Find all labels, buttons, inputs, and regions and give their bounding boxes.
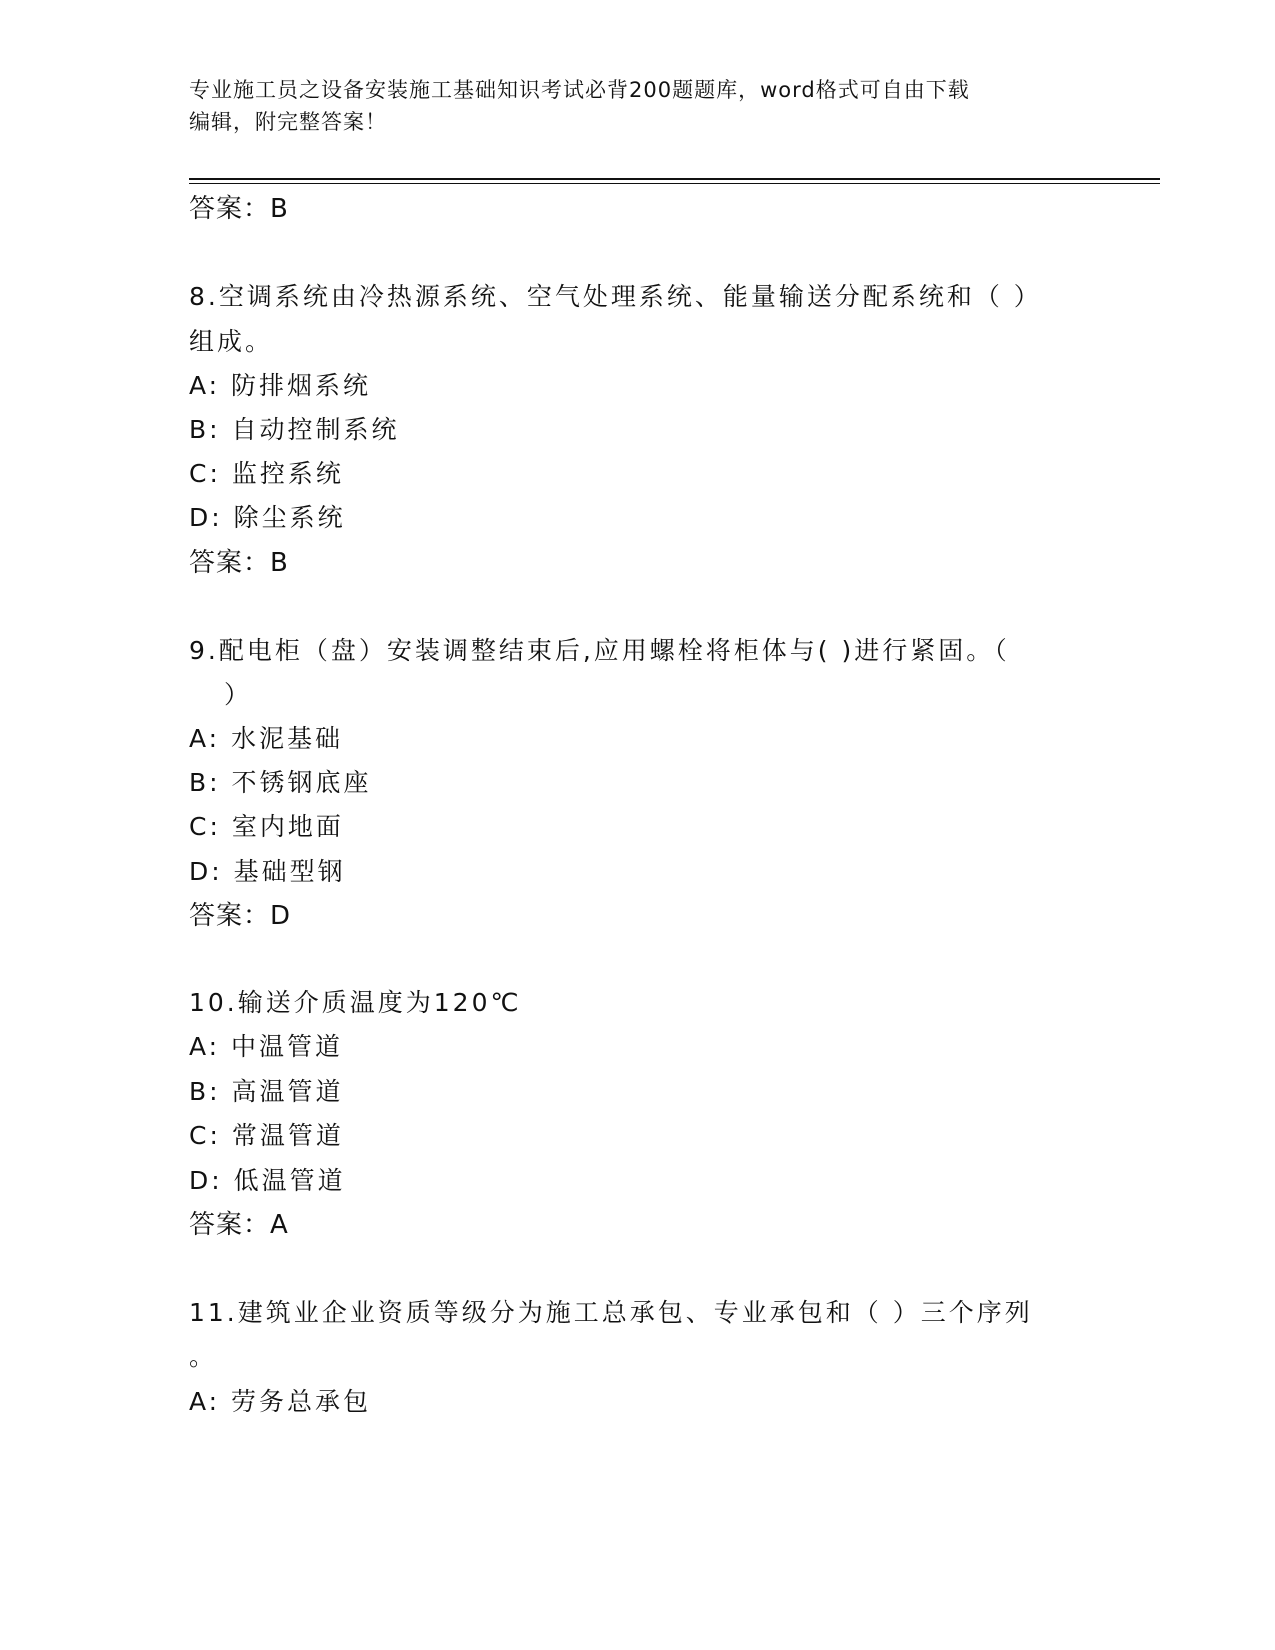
- question-10-answer: 答案：A: [189, 1210, 289, 1240]
- question-8-stem: 8.空调系统由冷热源系统、空气处理系统、能量输送分配系统和（ ）: [189, 282, 1042, 311]
- question-10-option-b: B: 高温管道: [189, 1077, 344, 1106]
- question-8-option-b: B: 自动控制系统: [189, 415, 400, 444]
- question-9-stem-continued: ）: [224, 680, 253, 709]
- header-title-line2: 编辑，附完整答案！: [189, 110, 387, 134]
- question-9-answer: 答案：D: [189, 901, 292, 931]
- previous-answer: 答案：B: [189, 194, 289, 224]
- question-11-stem-continued: 。: [189, 1342, 218, 1371]
- question-10-option-a: A: 中温管道: [189, 1032, 344, 1061]
- header-divider-thick: [189, 178, 1160, 180]
- question-8-answer: 答案：B: [189, 548, 289, 578]
- question-9-option-a: A: 水泥基础: [189, 724, 344, 753]
- question-10-stem: 10.输送介质温度为120℃: [189, 988, 522, 1017]
- document-header: [189, 74, 1069, 138]
- question-8-stem-continued: 组成。: [189, 327, 274, 356]
- question-8-option-c: C: 监控系统: [189, 459, 344, 488]
- question-10-option-d: D: 低温管道: [189, 1166, 346, 1195]
- header-divider-thin: [189, 183, 1160, 184]
- question-11-stem: 11.建筑业企业资质等级分为施工总承包、专业承包和（ ）三个序列: [189, 1298, 1033, 1327]
- question-9-stem: 9.配电柜（盘）安装调整结束后,应用螺栓将柜体与( )进行紧固。（: [189, 636, 1010, 665]
- question-9-option-c: C: 室内地面: [189, 812, 344, 841]
- question-10-option-c: C: 常温管道: [189, 1121, 344, 1150]
- header-title-line1: 专业施工员之设备安装施工基础知识考试必背200题题库，word格式可自由下载: [189, 78, 970, 102]
- question-9-option-b: B: 不锈钢底座: [189, 768, 372, 797]
- question-9-option-d: D: 基础型钢: [189, 857, 346, 886]
- question-11-option-a: A: 劳务总承包: [189, 1387, 372, 1416]
- question-8-option-a: A: 防排烟系统: [189, 371, 372, 400]
- question-8-option-d: D: 除尘系统: [189, 503, 346, 532]
